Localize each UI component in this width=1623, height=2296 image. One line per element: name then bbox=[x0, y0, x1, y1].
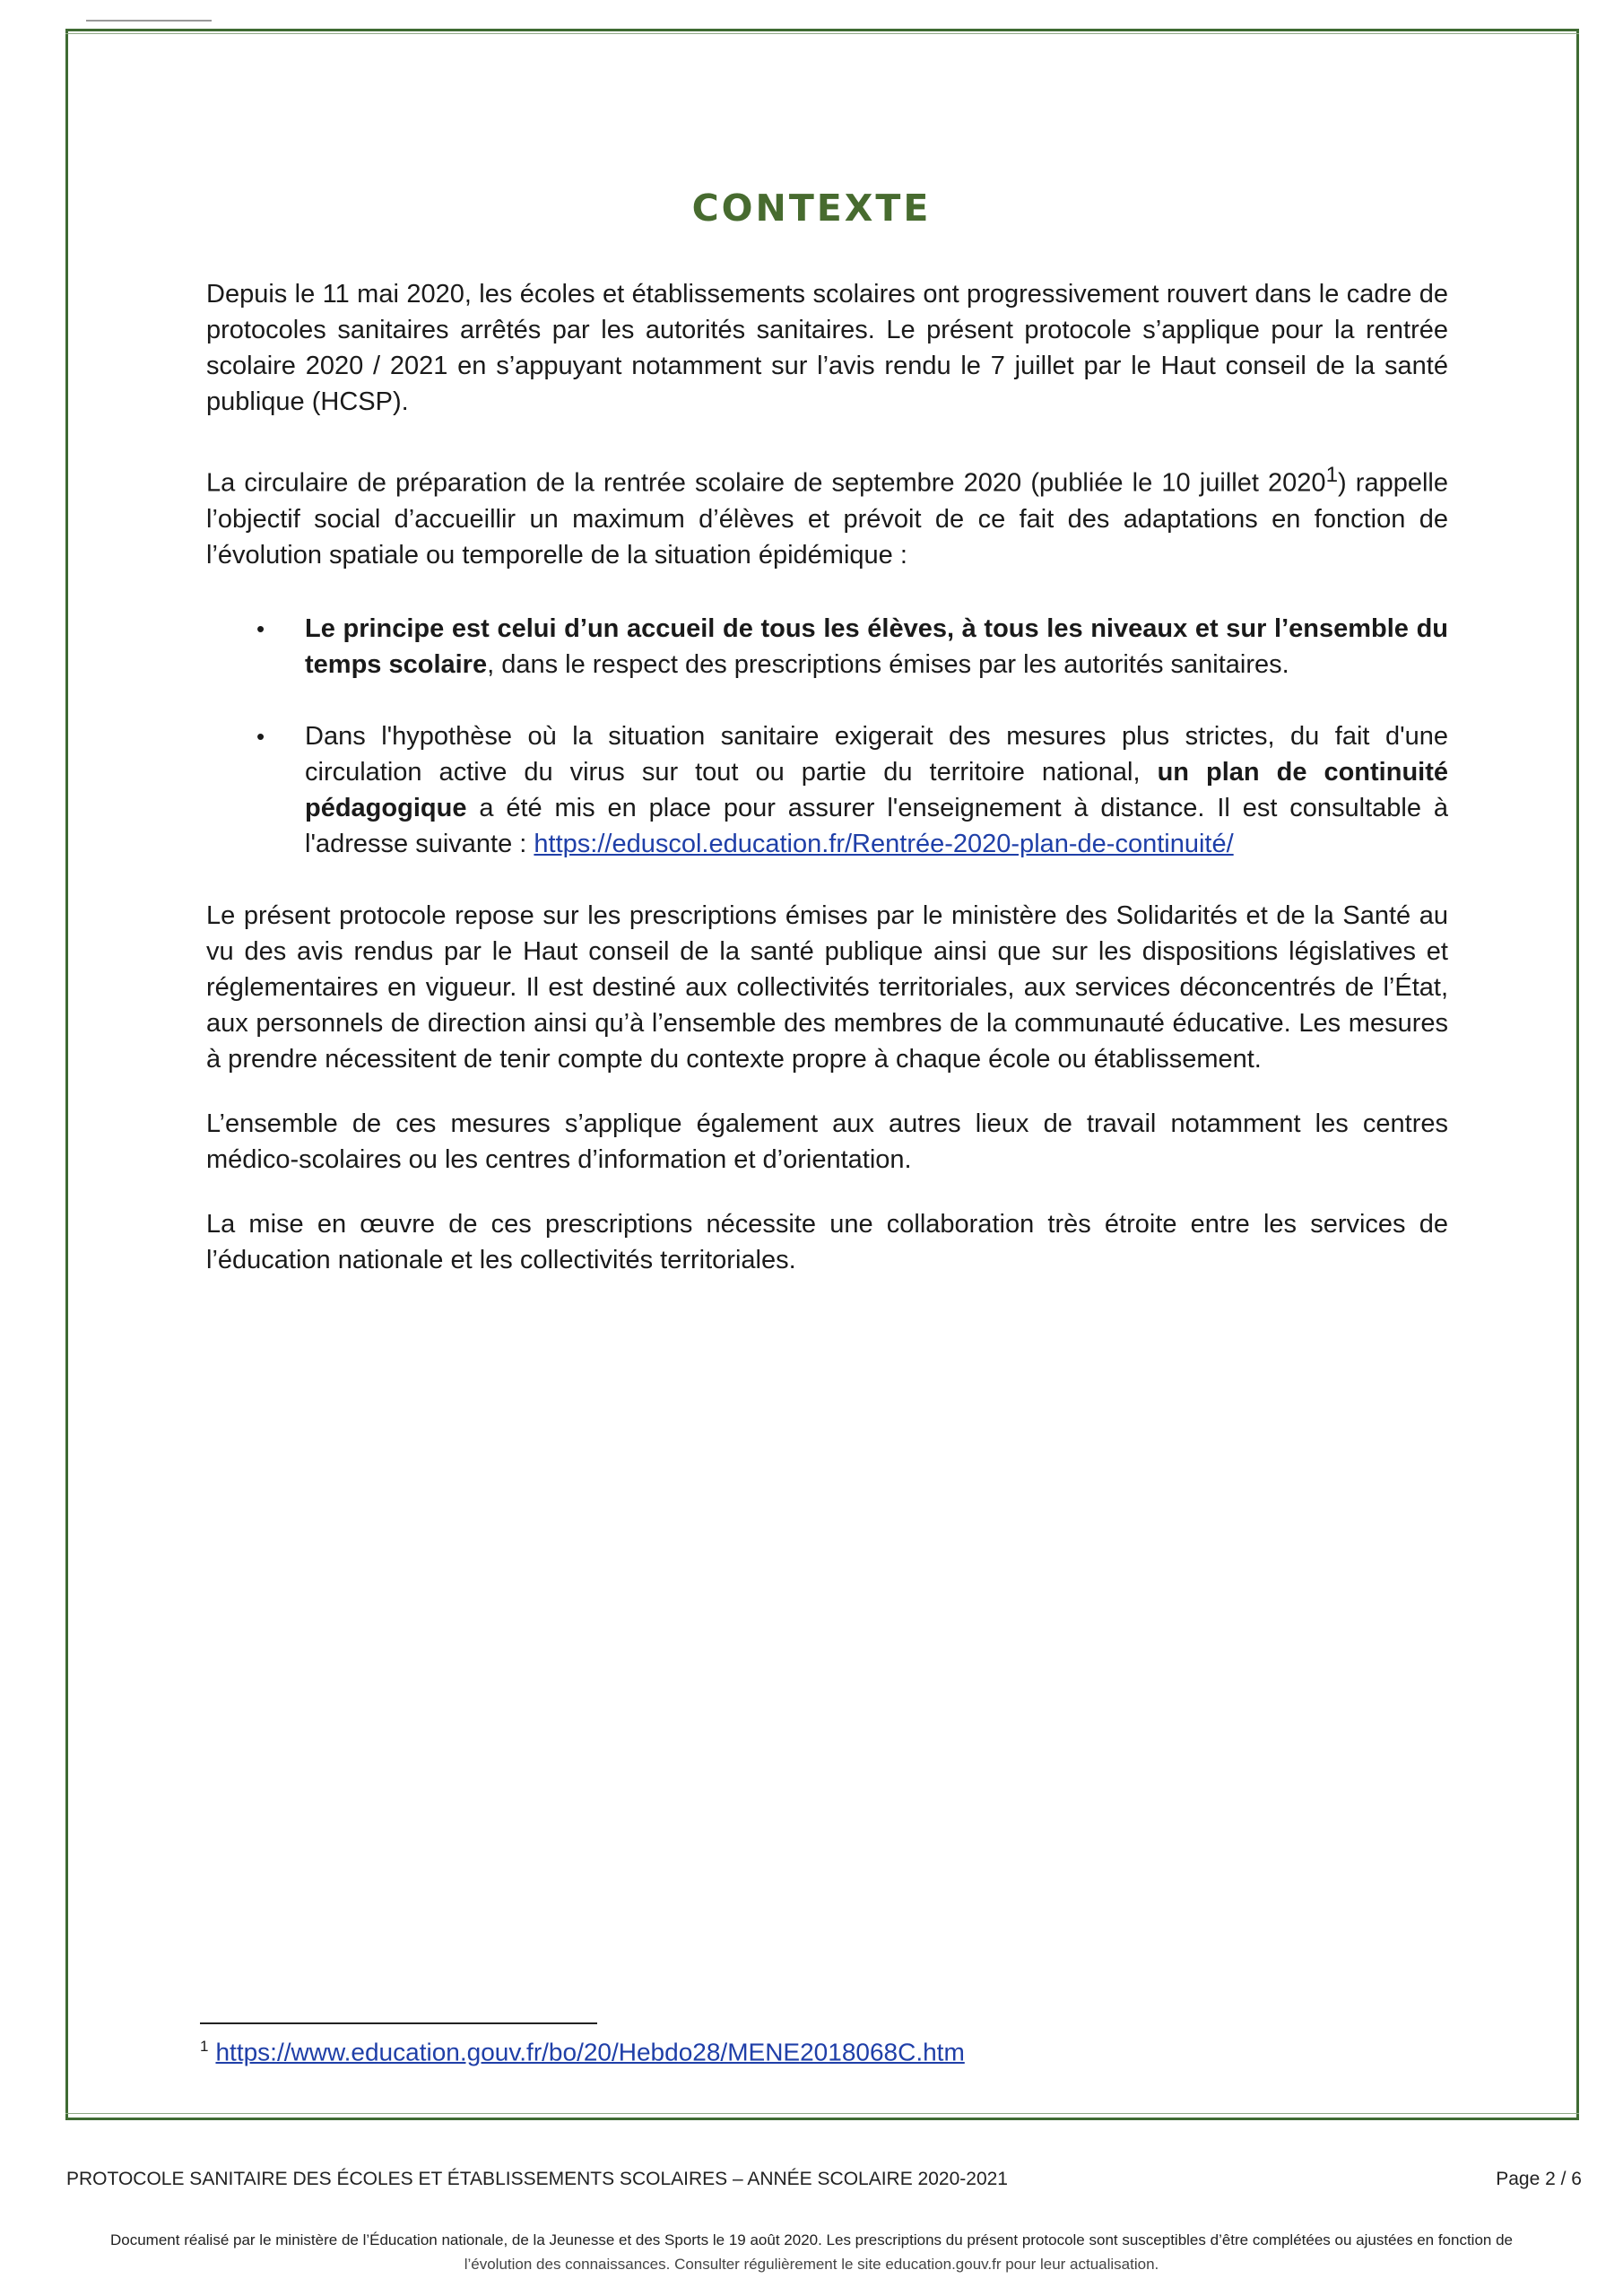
bullet-list bbox=[206, 611, 1448, 862]
paragraph-circulaire-text-end: ) rappelle l’objectif social d’accueillir un maximum d’élèves et prévoit de ce fait des adaptations en fonction de l’évolution spatiale ou temporelle de la situation épidémique : bbox=[206, 468, 1448, 570]
bullet-bold-text: Le principe est celui d’un accueil de tous les élèves, à tous les niveaux et sur l’ensemble du temps scolaire bbox=[305, 613, 1448, 679]
bullet-icon: • bbox=[256, 614, 265, 642]
paragraph-circulaire bbox=[206, 457, 1448, 573]
footer-note-cutoff: l’évolution des connaissances. Consulter régulièrement le site education.gouv.fr pour leur actualisation. bbox=[464, 2256, 1159, 2273]
footnote-divider bbox=[200, 2022, 597, 2024]
page-number: Page 2 / 6 bbox=[1496, 2169, 1582, 2189]
page-title: CONTEXTE bbox=[691, 187, 932, 230]
continuity-plan-link[interactable]: https://eduscol.education.fr/Rentrée-2020-plan-de-continuité/ bbox=[534, 829, 1234, 858]
main-content bbox=[206, 235, 1448, 1278]
footer-note: Document réalisé par le ministère de l’Éducation nationale, de la Jeunesse et des Sports le 19 août 2020. Les prescriptions du présent protocole sont susceptibles d’être complétées ou ajustées en fonction de bbox=[110, 2231, 1513, 2248]
list-item bbox=[206, 718, 1448, 862]
paragraph-collaboration: La mise en œuvre de ces prescriptions nécessite une collaboration très étroite entre les services de l’éducation nationale et les collectivités territoriales. bbox=[206, 1209, 1448, 1274]
bullet-icon: • bbox=[256, 722, 265, 750]
paragraph-intro: Depuis le 11 mai 2020, les écoles et établissements scolaires ont progressivement rouvert dans le cadre de protocoles sanitaires arrêtés par les autorités sanitaires. Le présent protocole s’applique pour la rentrée scolaire 2020 / 2021 en s’appuyant notamment sur l’avis rendu le 7 juillet par le Haut conseil de la santé publique (HCSP). bbox=[206, 280, 1448, 416]
bullet-text: , dans le respect des prescriptions émises par les autorités sanitaires. bbox=[487, 649, 1289, 679]
footer-title: PROTOCOLE SANITAIRE DES ÉCOLES ET ÉTABLISSEMENTS SCOLAIRES – ANNÉE SCOLAIRE 2020-2021 bbox=[66, 2169, 1008, 2189]
paragraph-mesures: L’ensemble de ces mesures s’applique également aux autres lieux de travail notamment les centres médico-scolaires ou les centres d’information et d’orientation. bbox=[206, 1109, 1448, 1174]
footnote-number: 1 bbox=[200, 2038, 209, 2055]
footnote bbox=[200, 2038, 965, 2066]
footnote-ref[interactable]: 1 bbox=[1325, 463, 1338, 487]
paragraph-circulaire-text: La circulaire de préparation de la rentrée scolaire de septembre 2020 (publiée le 10 juillet 2020 bbox=[206, 468, 1326, 498]
scan-mark bbox=[86, 20, 212, 22]
bullet-text: a été mis en place pour assurer l'enseignement à distance. Il est consultable à l'adresse suivante : bbox=[305, 793, 1448, 858]
bullet-bold-text: un plan de continuité pédagogique bbox=[305, 757, 1449, 822]
paragraph-protocole: Le présent protocole repose sur les prescriptions émises par le ministère des Solidarités et de la Santé au vu des avis rendus par le Haut conseil de la santé publique ainsi que sur les dispositions législatives et réglementaires en vigueur. Il est destiné aux collectivités territoriales, aux services déconcentrés de l’État, aux personnels de direction ainsi qu’à l’ensemble des membres de la communauté éducative. Les mesures à prendre nécessitent de tenir compte du contexte propre à chaque école ou établissement. bbox=[206, 900, 1448, 1074]
bullet-text: Dans l'hypothèse où la situation sanitaire exigerait des mesures plus strictes, du fait d'une circulation active du virus sur tout ou partie du territoire national, bbox=[305, 721, 1448, 787]
footnote-link[interactable]: https://www.education.gouv.fr/bo/20/Hebdo28/MENE2018068C.htm bbox=[215, 2038, 965, 2066]
list-item bbox=[206, 611, 1448, 683]
